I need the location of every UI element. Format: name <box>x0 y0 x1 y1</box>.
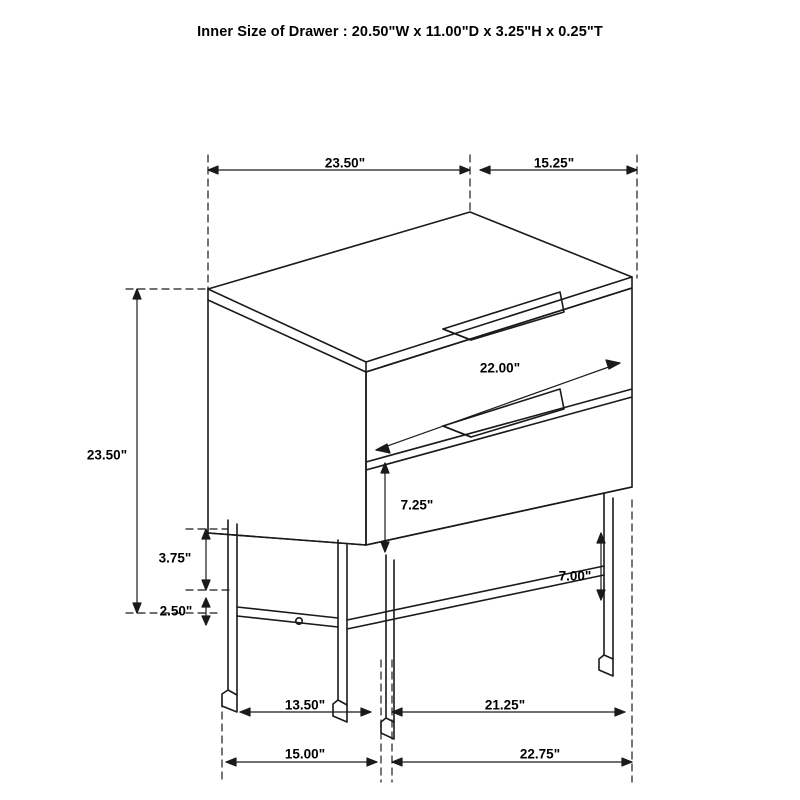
dim-label-bottom-outer-width: 15.00" <box>284 746 326 762</box>
dim-label-overall-height: 23.50" <box>86 447 128 463</box>
dim-label-bottom-front: 13.50" <box>284 697 326 713</box>
dim-label-drawer-width: 22.00" <box>479 360 521 376</box>
dim-label-top-width: 23.50" <box>324 155 366 171</box>
drawer-divider <box>366 389 632 470</box>
dim-label-bottom-outer-depth: 22.75" <box>519 746 561 762</box>
cabinet-top-surface <box>208 212 632 372</box>
cabinet-bottom-rim <box>208 487 632 545</box>
page-title: Inner Size of Drawer : 20.50"W x 11.00"D x 3.25"H x 0.25"T <box>197 24 603 40</box>
dim-label-bottom-depth: 21.25" <box>484 697 526 713</box>
dim-label-leg-upper: 3.75" <box>158 550 192 566</box>
metal-base-frame <box>222 493 613 739</box>
dim-label-base-side: 7.00" <box>558 568 592 584</box>
dim-label-drawer-height: 7.25" <box>400 497 434 513</box>
dim-label-top-depth: 15.25" <box>533 155 575 171</box>
dim-label-leg-lower: 2.50" <box>159 603 193 619</box>
